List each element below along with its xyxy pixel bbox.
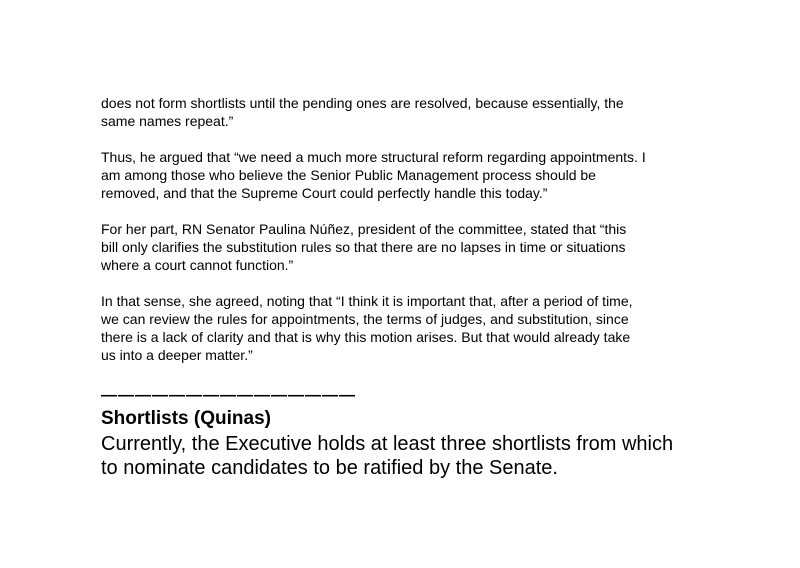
paragraph: Thus, he argued that “we need a much more structural reform regarding appointments. I am among those who believe the Senior Public Management process should be removed, and that the Supreme Court could perfectly handle this today.”	[101, 149, 646, 201]
section-heading: Shortlists (Quinas)	[101, 408, 271, 429]
paragraph: does not form shortlists until the pending ones are resolved, because essentially, the same names repeat.”	[101, 95, 624, 129]
section-separator: ———————————————	[101, 387, 356, 404]
document-page	[101, 94, 741, 480]
paragraph: In that sense, she agreed, noting that “I think it is important that, after a period of time, we can review the rules for appointments, the terms of judges, and substitution, since there is a lack of clarity and that is why this motion arises. But that would already take us into a deeper matter.”	[101, 293, 633, 363]
section-text: Currently, the Executive holds at least three shortlists from which to nominate candidates to be ratified by the Senate.	[101, 433, 674, 479]
paragraph: For her part, RN Senator Paulina Núñez, president of the committee, stated that “this bill only clarifies the substitution rules so that there are no lapses in time or situations where a court cannot function.”	[101, 221, 627, 273]
